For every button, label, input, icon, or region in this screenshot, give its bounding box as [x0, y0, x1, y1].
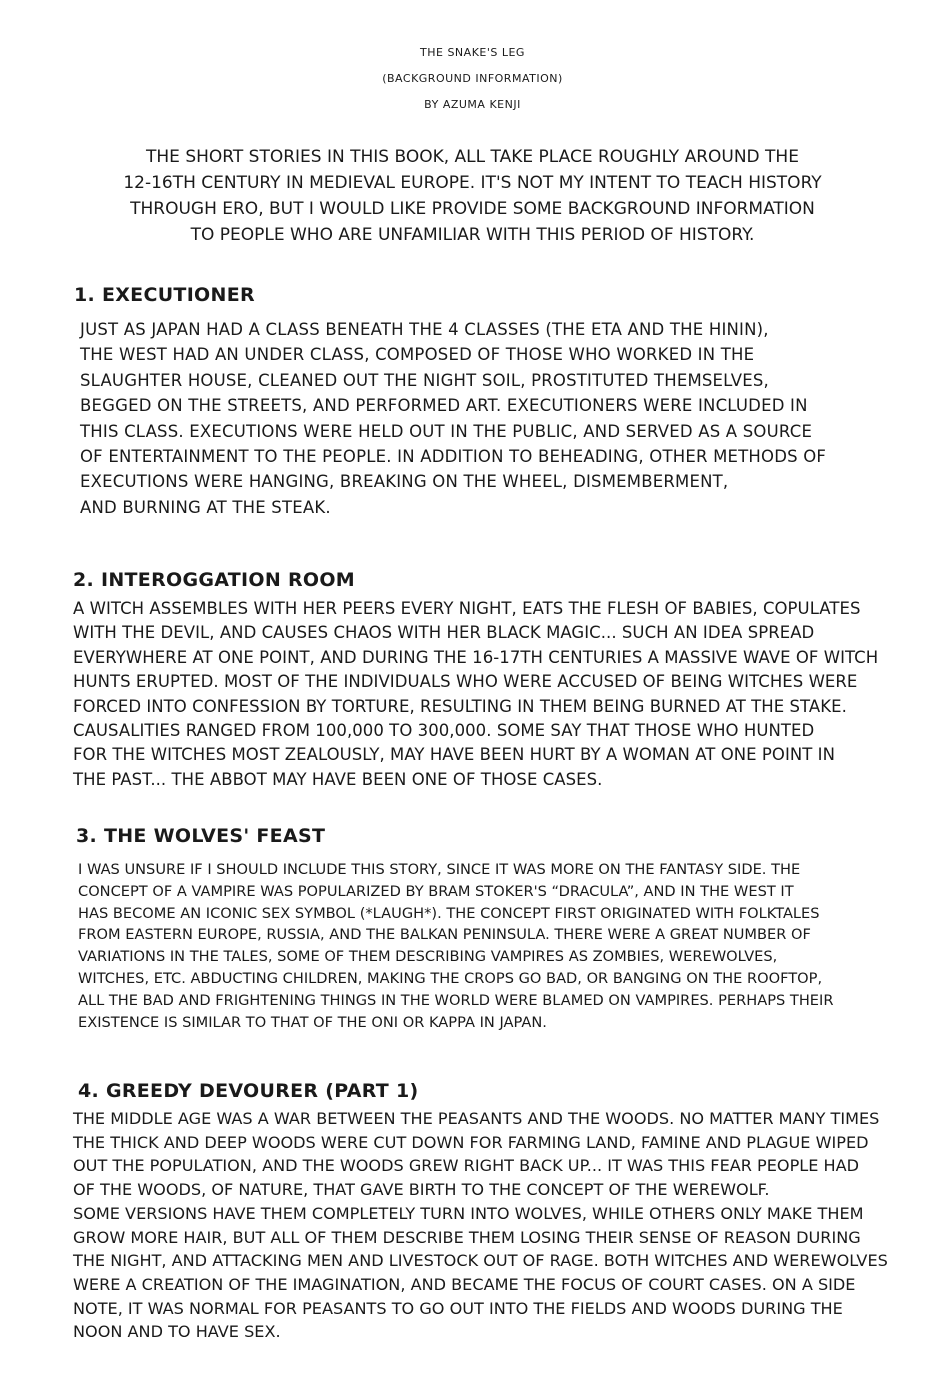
body-line: BEGGED ON THE STREETS, AND PERFORMED ART. EXECUTIONERS WERE INCLUDED IN — [80, 396, 808, 416]
body-line: HAS BECOME AN ICONIC SEX SYMBOL (*LAUGH*). THE CONCEPT FIRST ORIGINATED WITH FOLKTALES — [78, 904, 820, 922]
title-block — [0, 40, 945, 118]
body-line: HUNTS ERUPTED. MOST OF THE INDIVIDUALS WHO WERE ACCUSED OF BEING WITCHES WERE — [73, 672, 858, 692]
body-line: VARIATIONS IN THE TALES, SOME OF THEM DESCRIBING VAMPIRES AS ZOMBIES, WEREWOLVES, — [78, 948, 778, 966]
body-line: THE MIDDLE AGE WAS A WAR BETWEEN THE PEASANTS AND THE WOODS. NO MATTER MANY TIMES — [73, 1109, 880, 1128]
body-line: OF THE WOODS, OF NATURE, THAT GAVE BIRTH TO THE CONCEPT OF THE WEREWOLF. — [73, 1180, 770, 1200]
body-line: WERE A CREATION OF THE IMAGINATION, AND BECAME THE FOCUS OF COURT CASES. ON A SIDE — [73, 1274, 856, 1294]
body-line: NOON AND TO HAVE SEX. — [73, 1322, 281, 1342]
body-line: EXECUTIONS WERE HANGING, BREAKING ON THE WHEEL, DISMEMBERMENT, — [80, 472, 729, 492]
body-line: THE PAST... THE ABBOT MAY HAVE BEEN ONE OF THOSE CASES. — [73, 769, 603, 789]
section-body-greedy-devourer — [73, 1107, 888, 1344]
body-line: AND BURNING AT THE STEAK. — [80, 497, 331, 517]
section-heading-greedy-devourer: 4. GREEDY DEVOURER (PART 1) — [78, 1080, 419, 1102]
body-line: FROM EASTERN EUROPE, RUSSIA, AND THE BALKAN PENINSULA. THERE WERE A GREAT NUMBER OF — [78, 926, 811, 944]
body-line: A WITCH ASSEMBLES WITH HER PEERS EVERY NIGHT, EATS THE FLESH OF BABIES, COPULATES — [73, 599, 861, 618]
intro-line: TO PEOPLE WHO ARE UNFAMILIAR WITH THIS PERIOD OF HISTORY. — [190, 225, 755, 245]
section-heading-executioner: 1. EXECUTIONER — [74, 284, 255, 306]
body-line: WITCHES, ETC. ABDUCTING CHILDREN, MAKING THE CROPS GO BAD, OR BANGING ON THE ROOFTOP, — [78, 969, 823, 987]
body-line: NOTE, IT WAS NORMAL FOR PEASANTS TO GO OUT INTO THE FIELDS AND WOODS DURING THE — [73, 1298, 843, 1318]
author-line: BY AZUMA KENJI — [424, 98, 521, 111]
body-line: I WAS UNSURE IF I SHOULD INCLUDE THIS STORY, SINCE IT WAS MORE ON THE FANTASY SIDE. THE — [78, 861, 801, 878]
section-heading-wolves-feast: 3. THE WOLVES' FEAST — [76, 825, 326, 847]
body-line: CONCEPT OF A VAMPIRE WAS POPULARIZED BY BRAM STOKER'S “DRACULA”, AND IN THE WEST IT — [78, 882, 794, 900]
body-line: SOME VERSIONS HAVE THEM COMPLETELY TURN INTO WOLVES, WHILE OTHERS ONLY MAKE THEM — [73, 1203, 864, 1223]
body-line: OUT THE POPULATION, AND THE WOODS GREW RIGHT BACK UP... IT WAS THIS FEAR PEOPLE HAD — [73, 1156, 860, 1176]
title-line: THE SNAKE'S LEG — [420, 46, 525, 59]
body-line: THE WEST HAD AN UNDER CLASS, COMPOSED OF THOSE WHO WORKED IN THE — [80, 345, 755, 365]
section-body-wolves-feast — [78, 859, 833, 1033]
intro-line: 12-16TH CENTURY IN MEDIEVAL EUROPE. IT'S NOT MY INTENT TO TEACH HISTORY — [123, 173, 822, 193]
body-line: THE NIGHT, AND ATTACKING MEN AND LIVESTOCK OUT OF RAGE. BOTH WITCHES AND WEREWOLVES — [73, 1251, 888, 1271]
body-line: THE THICK AND DEEP WOODS WERE CUT DOWN FOR FARMING LAND, FAMINE AND PLAGUE WIPED — [73, 1132, 869, 1152]
intro-line: THROUGH ERO, BUT I WOULD LIKE PROVIDE SOME BACKGROUND INFORMATION — [130, 199, 815, 219]
section-heading-interrogation-room: 2. INTEROGGATION ROOM — [73, 569, 356, 591]
body-line: OF ENTERTAINMENT TO THE PEOPLE. IN ADDITION TO BEHEADING, OTHER METHODS OF — [80, 447, 827, 467]
body-line: ALL THE BAD AND FRIGHTENING THINGS IN THE WORLD WERE BLAMED ON VAMPIRES. PERHAPS THEIR — [78, 991, 834, 1009]
intro-paragraph — [60, 144, 885, 248]
body-line: GROW MORE HAIR, BUT ALL OF THEM DESCRIBE THEM LOSING THEIR SENSE OF REASON DURING — [73, 1227, 861, 1247]
body-line: EVERYWHERE AT ONE POINT, AND DURING THE 16-17TH CENTURIES A MASSIVE WAVE OF WITCH — [73, 647, 879, 667]
body-line: FORCED INTO CONFESSION BY TORTURE, RESULTING IN THEM BEING BURNED AT THE STAKE. — [73, 696, 847, 716]
section-body-interrogation-room — [73, 597, 878, 792]
body-line: WITH THE DEVIL, AND CAUSES CHAOS WITH HER BLACK MAGIC... SUCH AN IDEA SPREAD — [73, 623, 815, 643]
intro-line: THE SHORT STORIES IN THIS BOOK, ALL TAKE PLACE ROUGHLY AROUND THE — [146, 147, 799, 167]
body-line: EXISTENCE IS SIMILAR TO THAT OF THE ONI OR KAPPA IN JAPAN. — [78, 1013, 547, 1031]
body-line: SLAUGHTER HOUSE, CLEANED OUT THE NIGHT SOIL, PROSTITUTED THEMSELVES, — [80, 370, 769, 390]
body-line: CAUSALITIES RANGED FROM 100,000 TO 300,000. SOME SAY THAT THOSE WHO HUNTED — [73, 721, 815, 741]
body-line: THIS CLASS. EXECUTIONS WERE HELD OUT IN THE PUBLIC, AND SERVED AS A SOURCE — [80, 421, 813, 441]
subtitle-line: (BACKGROUND INFORMATION) — [382, 72, 563, 85]
section-body-executioner — [80, 317, 826, 520]
body-line: FOR THE WITCHES MOST ZEALOUSLY, MAY HAVE BEEN HURT BY A WOMAN AT ONE POINT IN — [73, 745, 835, 765]
body-line: JUST AS JAPAN HAD A CLASS BENEATH THE 4 CLASSES (THE ETA AND THE HININ), — [80, 320, 769, 339]
